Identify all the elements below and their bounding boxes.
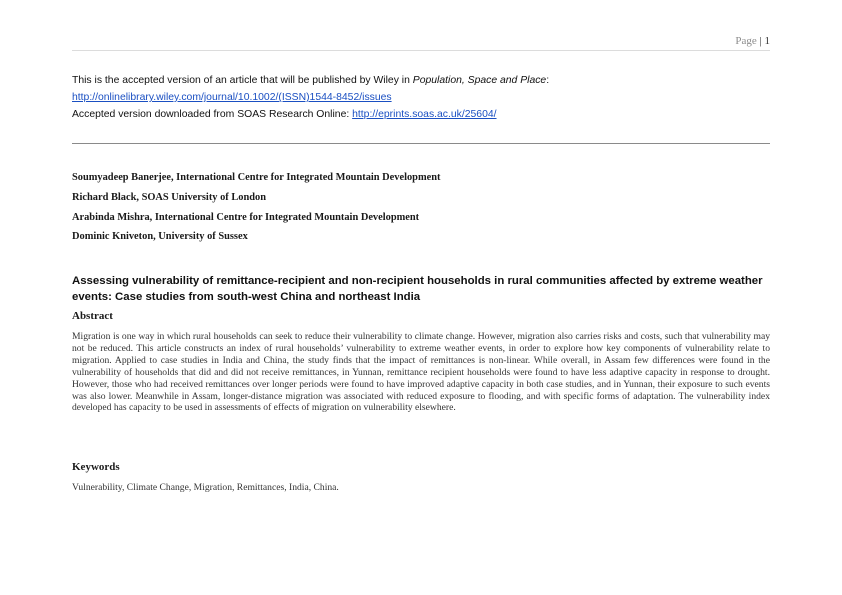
page-label: Page [735, 35, 757, 47]
journal-name: Population, Space and Place [412, 75, 547, 86]
abstract-heading: Abstract [72, 310, 113, 322]
notice-colon: : [546, 75, 550, 86]
notice-text: This is the accepted version of an article that will be published by Wiley in [72, 75, 413, 86]
author-list [72, 171, 440, 250]
eprint-text: Accepted version downloaded from SOAS Research Online: [72, 109, 353, 120]
page-number [735, 35, 770, 47]
header-rule [72, 50, 770, 51]
notice-line-3 [72, 106, 772, 123]
page-number-value: 1 [764, 35, 770, 47]
keywords-text: Vulnerability, Climate Change, Migration, Remittances, India, China. [72, 482, 339, 493]
journal-link[interactable]: http://onlinelibrary.wiley.com/journal/10.1002/(ISSN)1544-8452/issues [72, 92, 392, 103]
section-divider [72, 143, 770, 144]
publication-notice [72, 72, 772, 123]
eprint-link[interactable]: http://eprints.soas.ac.uk/25604/ [352, 109, 497, 120]
notice-line-1 [72, 72, 772, 89]
keywords-heading: Keywords [72, 461, 120, 473]
article-title: Assessing vulnerability of remittance-recipient and non-recipient households in rural communities affected by extreme weather events: Case studies from south-west China and northeast India [72, 275, 763, 303]
page-separator: | [759, 35, 762, 47]
author-item: Arabinda Mishra, International Centre for Integrated Mountain Development [72, 211, 420, 223]
author-item: Richard Black, SOAS University of London [72, 191, 266, 203]
author-item: Dominic Kniveton, University of Sussex [72, 231, 248, 243]
author-item: Soumyadeep Banerjee, International Centre for Integrated Mountain Development [72, 172, 441, 183]
notice-line-2 [72, 89, 772, 106]
abstract-text: Migration is one way in which rural households can seek to reduce their vulnerability to climate change. However, migration also carries risks and costs, such that vulnerability may not be reduced. This article constructs an index of rural households’ vulnerability to extreme weather events, in order to explore how key components of vulnerability relate to migration. Applied to case studies in India and China, the study finds that the impact of remittances is non-linear. While overall, in Assam few differences were found in the vulnerability of households that did and did not receive remittances, in Yunnan, remittance recipient households were found to have less adaptive capacity in response to drought. However, those who had received remittances over longer periods were found to have improved adaptive capacity in both case studies, and in Yunnan, their exposure to such events was also lower. Meanwhile in Assam, longer-distance migration was associated with reduced exposure to flooding, and with specific forms of adaptation. The vulnerability index developed has capacity to be used in assessments of effects of migration on vulnerability elsewhere. [72, 331, 770, 414]
